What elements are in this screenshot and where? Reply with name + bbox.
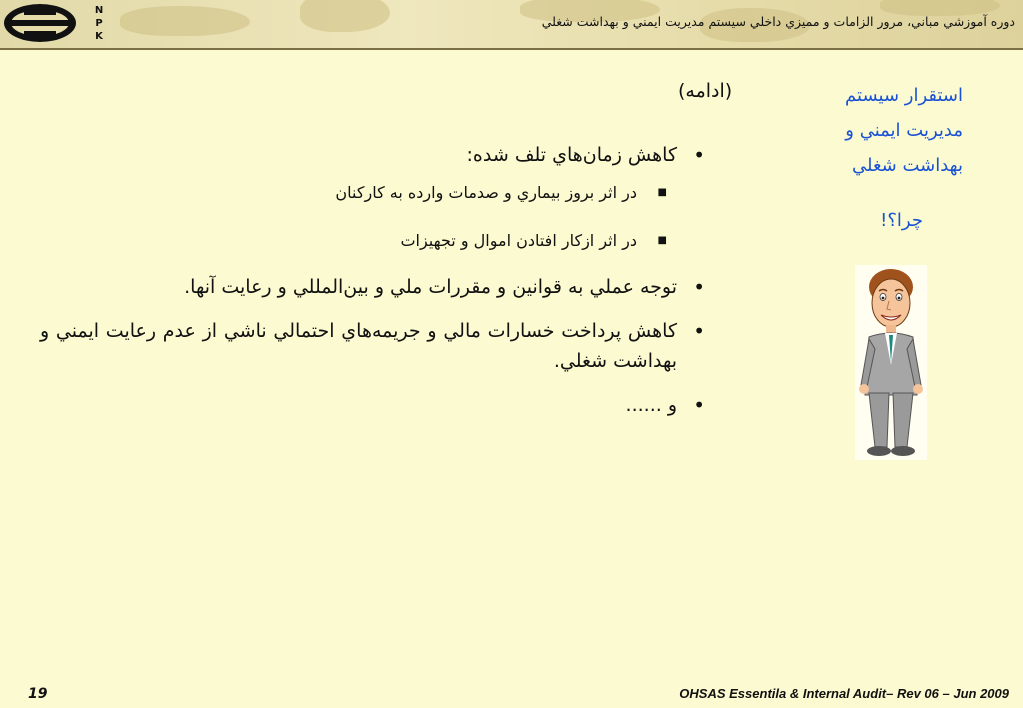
section-title-line: بهداشت شغلي — [852, 155, 963, 176]
section-title — [803, 78, 963, 183]
section-title-line: مديريت ايمني و — [845, 120, 963, 141]
logo-letters — [92, 4, 106, 43]
bullet-item: • كاهش پرداخت خسارات مالي و جريمه‌هاي احتمالي ناشي از عدم رعايت ايمني و بهداشت شغلي. — [40, 316, 705, 376]
course-title: دوره آموزشي مباني، مرور الزامات و مميزي داخلي سيستم مديريت ايمني و بهداشت شغلي — [541, 14, 1015, 29]
company-logo-icon — [2, 2, 78, 44]
logo-letter: N — [94, 5, 104, 16]
bullet-item: • كاهش زمان‌هاي تلف شده: — [40, 140, 705, 170]
businessman-illustration-icon — [855, 265, 927, 460]
why-question: چرا؟! — [880, 210, 923, 231]
bullet-list — [40, 140, 705, 430]
footer-course-info: OHSAS Essentila & Internal Audit– Rev 06 – Jun 2009 — [679, 686, 1009, 701]
bullet-item: • و ...... — [40, 390, 705, 420]
continued-label: (ادامه) — [678, 80, 733, 102]
sub-bullet-item: ■ در اثر ازكار افتادن اموال و تجهيزات — [40, 228, 705, 254]
logo-letter: P — [95, 18, 103, 29]
page-number: 19 — [28, 686, 48, 702]
bullet-item: • توجه عملي به قوانين و مقررات ملي و بين‌المللي و رعايت آنها. — [40, 272, 705, 302]
slide-header — [0, 0, 1023, 50]
sub-bullet-item: ■ در اثر بروز بيماري و صدمات وارده به كاركنان — [40, 180, 705, 206]
section-title-line: استقرار سيستم — [845, 85, 963, 106]
logo-letter: K — [95, 31, 103, 42]
